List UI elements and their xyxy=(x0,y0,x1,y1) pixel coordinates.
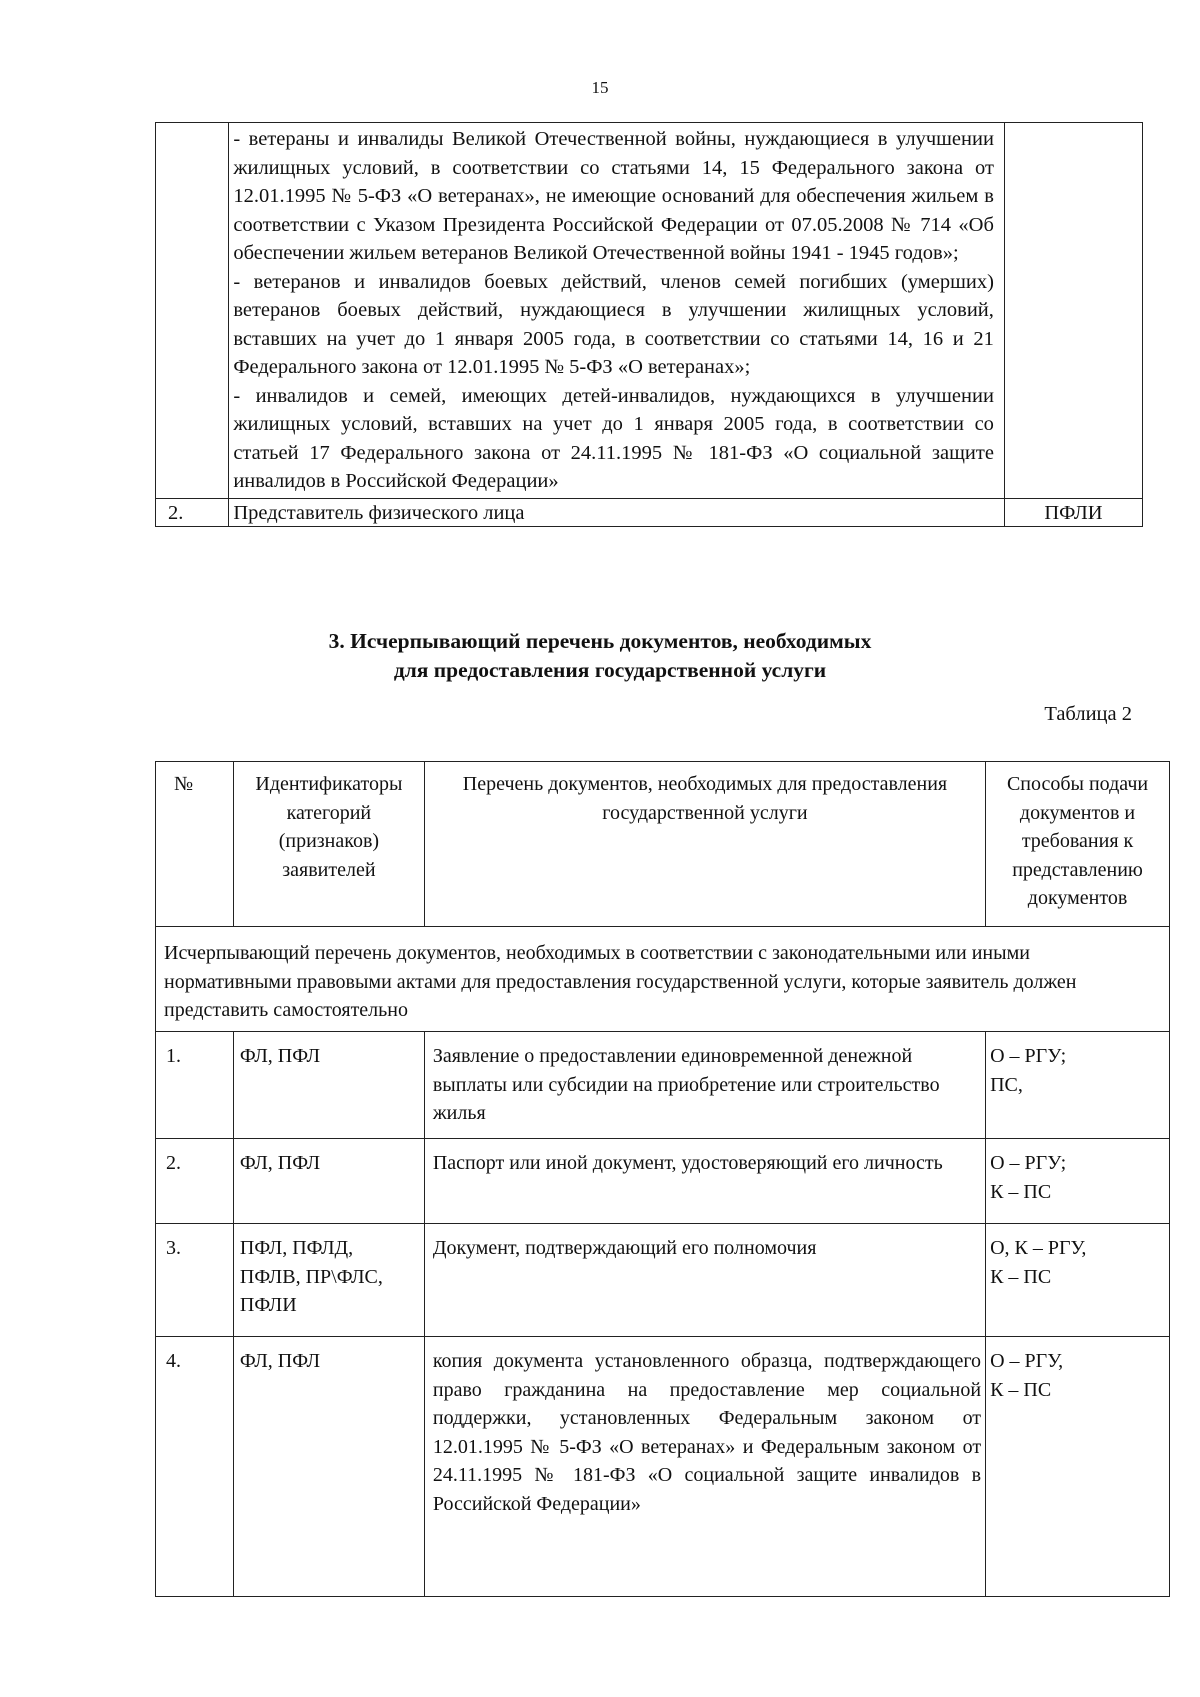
page-number: 15 xyxy=(591,78,609,97)
method-line: О – РГУ; xyxy=(990,1045,1067,1067)
identifiers-cell: ФЛ, ПФЛ xyxy=(233,1032,424,1139)
category-paragraph-combat-veterans: - ветеранов и инвалидов боевых действий, членов семей погибших (умерших) ветеранов боевых действий, нуждающиеся в улучшении жилищных условий, вставших на учет до 1 января 2005 года, в соответствии со статьями 14, 16 и 21 Федерального закона от 12.01.1995 № 5-ФЗ «О ветеранах»; xyxy=(233,270,994,378)
header-number: № xyxy=(156,762,234,927)
header-documents: Перечень документов, необходимых для предоставления государственной услуги xyxy=(424,762,985,927)
section-heading xyxy=(0,627,1200,685)
category-description-cell: Представитель физического лица xyxy=(229,498,1005,526)
category-paragraph-disabled: - инвалидов и семей, имеющих детей-инвалидов, нуждающихся в улучшении жилищных условий, вставших на учет до 1 января 2005 года, в соответствии со статьей 17 Федерального закона от 24.11.1995 № 181-ФЗ «О социальной защите инвалидов в Российской Федерации» xyxy=(233,384,994,492)
row-number-cell: 2. xyxy=(156,1139,234,1224)
methods-cell xyxy=(986,1032,1170,1139)
method-line: К – ПС xyxy=(990,1180,1052,1203)
document-cell: Паспорт или иной документ, удостоверяющий его личность xyxy=(424,1139,985,1224)
category-code-cell: ПФЛИ xyxy=(1004,498,1142,526)
method-line: К – ПС xyxy=(990,1378,1052,1401)
method-line: К – ПС xyxy=(990,1265,1052,1288)
identifiers-cell: ФЛ, ПФЛ xyxy=(233,1139,424,1224)
document-cell: копия документа установленного образца, подтверждающего право гражданина на предоставление мер социальной поддержки, установленных Федеральным законом от 12.01.1995 № 5-ФЗ «О ветеранах» и Федеральным законом от 24.11.1995 № 181-ФЗ «О социальной защите инвалидов в Российской Федерации» xyxy=(424,1337,985,1597)
row-number-cell: 2. xyxy=(156,498,229,526)
table-row xyxy=(156,1337,1170,1597)
header-methods: Способы подачи документов и требования к представлению документов xyxy=(986,762,1170,927)
methods-cell xyxy=(986,1139,1170,1224)
table-row xyxy=(156,1224,1170,1337)
table-row xyxy=(156,123,1143,499)
category-description-cell xyxy=(229,123,1005,499)
method-line: О – РГУ; xyxy=(990,1152,1067,1174)
methods-cell xyxy=(986,1224,1170,1337)
row-number-cell: 3. xyxy=(156,1224,234,1337)
table-header-row xyxy=(156,762,1170,927)
table-label: Таблица 2 xyxy=(1044,703,1132,725)
method-line: ПС, xyxy=(990,1073,1023,1096)
categories-table-continuation xyxy=(155,122,1143,527)
section-heading-line2: для предоставления государственной услуги xyxy=(393,658,827,682)
table-row xyxy=(156,1139,1170,1224)
category-code-cell xyxy=(1004,123,1142,499)
row-number-cell xyxy=(156,123,229,499)
table-row xyxy=(156,1032,1170,1139)
identifiers-cell: ПФЛ, ПФЛД, ПФЛВ, ПР\ФЛС, ПФЛИ xyxy=(233,1224,424,1337)
intro-cell: Исчерпывающий перечень документов, необходимых в соответствии с законодательными или иными нормативными правовыми актами для предоставления государственной услуги, которые заявитель должен представить самостоятельно xyxy=(156,927,1170,1032)
category-paragraph-wwii-veterans: - ветераны и инвалиды Великой Отечественной войны, нуждающиеся в улучшении жилищных условий, в соответствии со статьями 14, 15 Федерального закона от 12.01.1995 № 5-ФЗ «О ветеранах», не имеющие оснований для обеспечения жильем в соответствии с Указом Президента Российской Федерации от 07.05.2008 № 714 «Об обеспечении жильем ветеранов Великой Отечественной войны 1941 - 1945 годов»; xyxy=(233,128,994,264)
method-line: О – РГУ, xyxy=(990,1350,1064,1372)
document-cell: Документ, подтверждающий его полномочия xyxy=(424,1224,985,1337)
row-number-cell: 1. xyxy=(156,1032,234,1139)
row-number-cell: 4. xyxy=(156,1337,234,1597)
method-line: О, К – РГУ, xyxy=(990,1237,1087,1259)
documents-table xyxy=(155,761,1170,1597)
section-heading-line1: 3. Исчерпывающий перечень документов, необходимых xyxy=(328,629,872,653)
table-row xyxy=(156,498,1143,526)
identifiers-cell: ФЛ, ПФЛ xyxy=(233,1337,424,1597)
table-intro-row xyxy=(156,927,1170,1032)
header-identifiers: Идентификаторы категорий (признаков) заявителей xyxy=(233,762,424,927)
methods-cell xyxy=(986,1337,1170,1597)
document-cell: Заявление о предоставлении единовременной денежной выплаты или субсидии на приобретение или строительство жилья xyxy=(424,1032,985,1139)
